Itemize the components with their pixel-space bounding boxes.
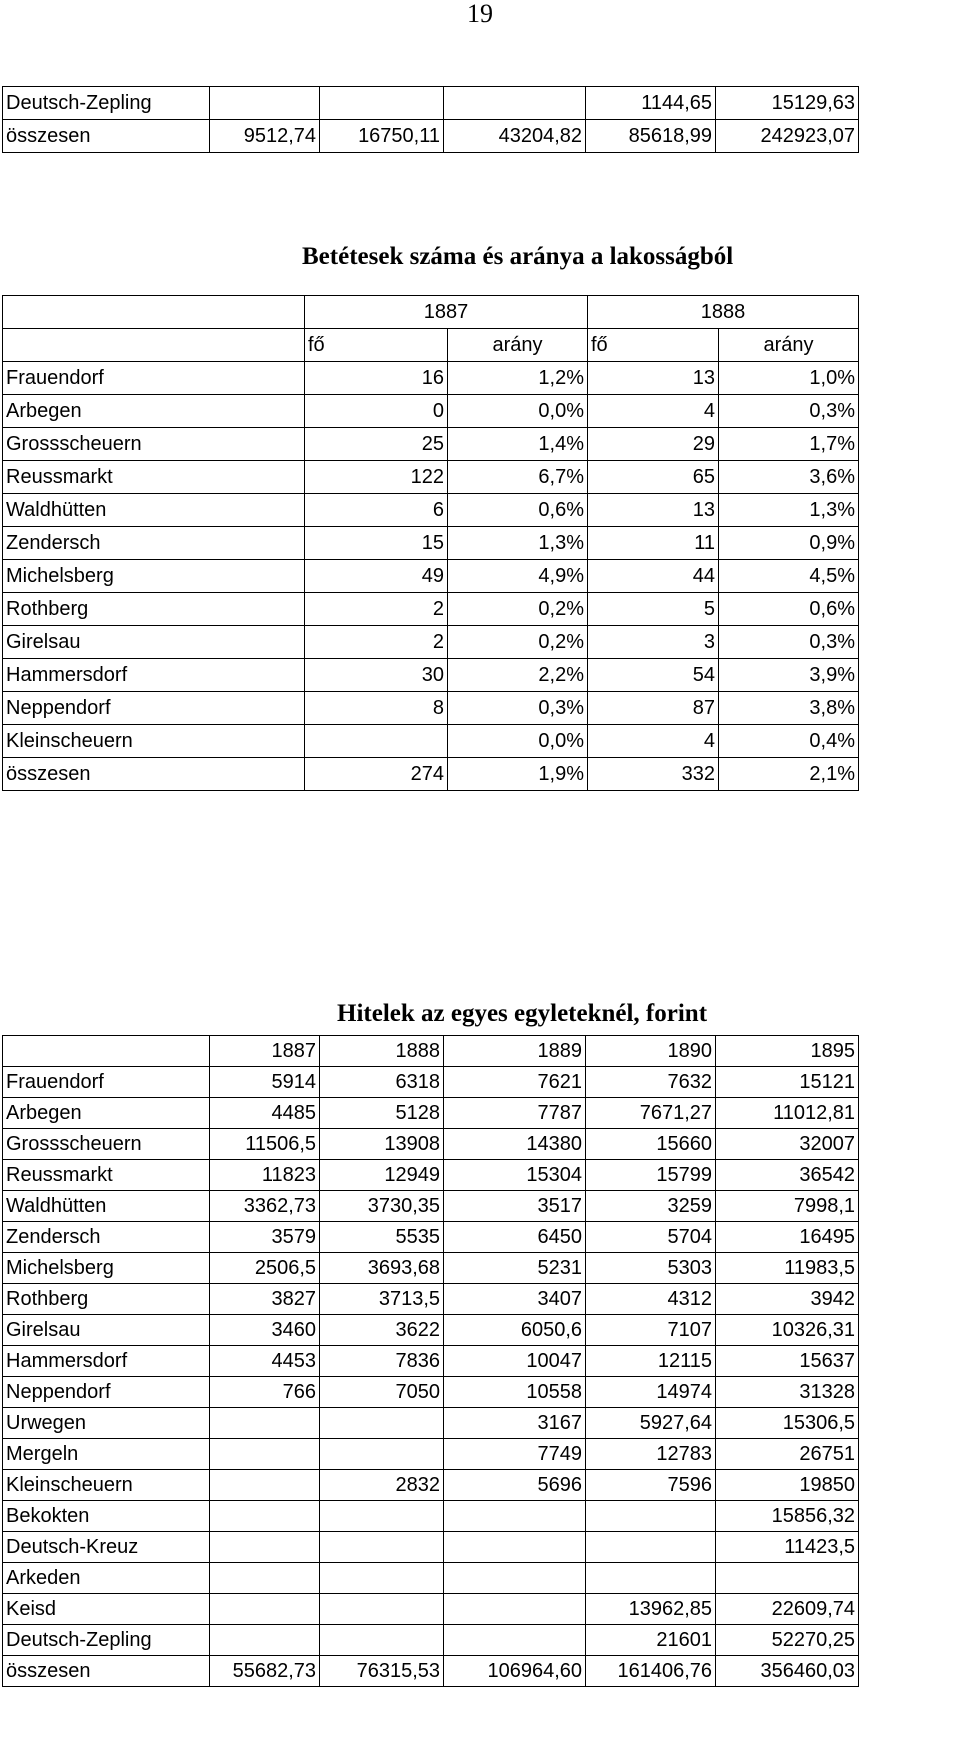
data-cell: 15 (305, 527, 448, 560)
data-cell: 0,3% (719, 626, 859, 659)
data-cell: 54 (588, 659, 719, 692)
data-cell: 9512,74 (210, 120, 320, 153)
year-header: 1887 (210, 1036, 320, 1067)
table-row (3, 1315, 859, 1346)
year-header: 1888 (320, 1036, 444, 1067)
row-label: Michelsberg (3, 1253, 210, 1284)
data-cell: 1,0% (719, 362, 859, 395)
loans-table-body (3, 1036, 859, 1687)
row-label: Hammersdorf (3, 1346, 210, 1377)
row-label: Deutsch-Zepling (3, 1625, 210, 1656)
data-cell: 10326,31 (716, 1315, 859, 1346)
data-cell (210, 1563, 320, 1594)
data-cell: 5704 (586, 1222, 716, 1253)
data-cell: 3 (588, 626, 719, 659)
data-cell: 44 (588, 560, 719, 593)
data-cell: 8 (305, 692, 448, 725)
data-cell: 3,8% (719, 692, 859, 725)
row-label: Reussmarkt (3, 1160, 210, 1191)
data-cell (716, 1563, 859, 1594)
row-label: Urwegen (3, 1408, 210, 1439)
top-table (2, 86, 859, 153)
data-cell: 1,3% (448, 527, 588, 560)
data-cell: 5303 (586, 1253, 716, 1284)
data-cell: 15799 (586, 1160, 716, 1191)
data-cell: 1,4% (448, 428, 588, 461)
data-cell: 11012,81 (716, 1098, 859, 1129)
data-cell: 36542 (716, 1160, 859, 1191)
data-cell: 5 (588, 593, 719, 626)
deposits-table-body (3, 296, 859, 791)
data-cell: 1,9% (448, 758, 588, 791)
data-cell: 4,5% (719, 560, 859, 593)
data-cell: 11423,5 (716, 1532, 859, 1563)
row-label: Reussmarkt (3, 461, 305, 494)
table-row (3, 461, 859, 494)
data-cell: 15121 (716, 1067, 859, 1098)
table-row (3, 120, 859, 153)
header-cell (3, 1036, 210, 1067)
data-cell (320, 1625, 444, 1656)
data-cell: 3622 (320, 1315, 444, 1346)
data-cell (210, 87, 320, 120)
data-cell: 11983,5 (716, 1253, 859, 1284)
table-row (3, 1594, 859, 1625)
row-label: Bekokten (3, 1501, 210, 1532)
year-header-1888: 1888 (588, 296, 859, 329)
table-row (3, 1563, 859, 1594)
data-cell (210, 1408, 320, 1439)
year-header: 1889 (444, 1036, 586, 1067)
data-cell: 0,2% (448, 593, 588, 626)
table-row (3, 1067, 859, 1098)
row-label: Rothberg (3, 593, 305, 626)
year-header: 1890 (586, 1036, 716, 1067)
data-cell: 4485 (210, 1098, 320, 1129)
data-cell: 10047 (444, 1346, 586, 1377)
data-cell (210, 1439, 320, 1470)
deposits-table (2, 295, 859, 791)
row-label: Grossscheuern (3, 1129, 210, 1160)
data-cell (586, 1563, 716, 1594)
data-cell: 10558 (444, 1377, 586, 1408)
data-cell: 65 (588, 461, 719, 494)
data-cell: 25 (305, 428, 448, 461)
table-row (3, 362, 859, 395)
table-row (3, 1625, 859, 1656)
data-cell: 5231 (444, 1253, 586, 1284)
table-row (3, 1346, 859, 1377)
data-cell: 122 (305, 461, 448, 494)
data-cell: 26751 (716, 1439, 859, 1470)
data-cell (444, 1532, 586, 1563)
row-label: Girelsau (3, 1315, 210, 1346)
data-cell: 1144,65 (586, 87, 716, 120)
data-cell: 3730,35 (320, 1191, 444, 1222)
table-row (3, 1532, 859, 1563)
data-cell: 6 (305, 494, 448, 527)
data-cell: 766 (210, 1377, 320, 1408)
row-label: Kleinscheuern (3, 1470, 210, 1501)
data-cell: 2,2% (448, 659, 588, 692)
data-cell: 5696 (444, 1470, 586, 1501)
data-cell: 7836 (320, 1346, 444, 1377)
data-cell: 55682,73 (210, 1656, 320, 1687)
data-cell: 356460,03 (716, 1656, 859, 1687)
row-label: Keisd (3, 1594, 210, 1625)
table-row (3, 1253, 859, 1284)
data-cell (444, 87, 586, 120)
data-cell: 3362,73 (210, 1191, 320, 1222)
data-cell: 2 (305, 593, 448, 626)
data-cell: 52270,25 (716, 1625, 859, 1656)
row-label: Mergeln (3, 1439, 210, 1470)
data-cell: 15856,32 (716, 1501, 859, 1532)
table-row (3, 1656, 859, 1687)
data-cell: 4 (588, 395, 719, 428)
row-label: Zendersch (3, 527, 305, 560)
data-cell (320, 87, 444, 120)
data-cell: 15129,63 (716, 87, 859, 120)
deposits-subheader-row (3, 329, 859, 362)
data-cell: 1,2% (448, 362, 588, 395)
table-row (3, 1222, 859, 1253)
data-cell: 30 (305, 659, 448, 692)
data-cell: 6450 (444, 1222, 586, 1253)
year-header-1887: 1887 (305, 296, 588, 329)
data-cell (210, 1470, 320, 1501)
data-cell: 5927,64 (586, 1408, 716, 1439)
data-cell: 0 (305, 395, 448, 428)
table-row (3, 395, 859, 428)
data-cell: 5914 (210, 1067, 320, 1098)
data-cell: 16 (305, 362, 448, 395)
data-cell: 32007 (716, 1129, 859, 1160)
data-cell: 1,3% (719, 494, 859, 527)
table-row (3, 560, 859, 593)
year-header: 1895 (716, 1036, 859, 1067)
row-label: Neppendorf (3, 1377, 210, 1408)
subheader-arany: arány (719, 329, 859, 362)
table-row (3, 1284, 859, 1315)
data-cell: 7632 (586, 1067, 716, 1098)
row-label: Grossscheuern (3, 428, 305, 461)
data-cell: 161406,76 (586, 1656, 716, 1687)
row-label: Michelsberg (3, 560, 305, 593)
data-cell (305, 725, 448, 758)
data-cell: 2832 (320, 1470, 444, 1501)
data-cell: 2 (305, 626, 448, 659)
row-label: Rothberg (3, 1284, 210, 1315)
subheader-fo: fő (588, 329, 719, 362)
data-cell: 6,7% (448, 461, 588, 494)
data-cell: 7671,27 (586, 1098, 716, 1129)
data-cell: 106964,60 (444, 1656, 586, 1687)
data-cell: 14380 (444, 1129, 586, 1160)
data-cell: 15306,5 (716, 1408, 859, 1439)
table-row (3, 494, 859, 527)
deposits-title: Betétesek száma és aránya a lakosságból (302, 243, 734, 270)
data-cell (444, 1594, 586, 1625)
data-cell: 4 (588, 725, 719, 758)
data-cell: 13962,85 (586, 1594, 716, 1625)
data-cell: 4312 (586, 1284, 716, 1315)
data-cell: 13 (588, 494, 719, 527)
row-label: Deutsch-Kreuz (3, 1532, 210, 1563)
table-row (3, 527, 859, 560)
data-cell: 7787 (444, 1098, 586, 1129)
data-cell: 6050,6 (444, 1315, 586, 1346)
data-cell: 3259 (586, 1191, 716, 1222)
data-cell: 0,4% (719, 725, 859, 758)
data-cell (444, 1625, 586, 1656)
loans-table (2, 1035, 859, 1687)
data-cell: 2506,5 (210, 1253, 320, 1284)
table-row (3, 725, 859, 758)
table-row (3, 1191, 859, 1222)
data-cell: 0,9% (719, 527, 859, 560)
data-cell: 0,3% (448, 692, 588, 725)
row-label: Girelsau (3, 626, 305, 659)
row-label: Neppendorf (3, 692, 305, 725)
table-row (3, 692, 859, 725)
table-row (3, 1098, 859, 1129)
deposits-year-row (3, 296, 859, 329)
table-row (3, 1160, 859, 1191)
data-cell: 7050 (320, 1377, 444, 1408)
row-label: Arbegen (3, 395, 305, 428)
data-cell: 5535 (320, 1222, 444, 1253)
data-cell (210, 1625, 320, 1656)
data-cell: 87 (588, 692, 719, 725)
table-row (3, 1377, 859, 1408)
data-cell: 14974 (586, 1377, 716, 1408)
row-label: Frauendorf (3, 362, 305, 395)
data-cell: 15304 (444, 1160, 586, 1191)
data-cell (320, 1532, 444, 1563)
table-row (3, 758, 859, 791)
data-cell: 3407 (444, 1284, 586, 1315)
row-label: Deutsch-Zepling (3, 87, 210, 120)
row-label: összesen (3, 758, 305, 791)
data-cell: 16750,11 (320, 120, 444, 153)
data-cell: 7107 (586, 1315, 716, 1346)
subheader-fo: fő (305, 329, 448, 362)
data-cell: 12115 (586, 1346, 716, 1377)
data-cell: 12949 (320, 1160, 444, 1191)
data-cell (210, 1532, 320, 1563)
data-cell: 3713,5 (320, 1284, 444, 1315)
data-cell: 15660 (586, 1129, 716, 1160)
data-cell: 29 (588, 428, 719, 461)
data-cell: 3517 (444, 1191, 586, 1222)
data-cell (320, 1439, 444, 1470)
data-cell: 0,0% (448, 725, 588, 758)
row-label: Frauendorf (3, 1067, 210, 1098)
data-cell: 11823 (210, 1160, 320, 1191)
row-label: Waldhütten (3, 1191, 210, 1222)
data-cell: 7749 (444, 1439, 586, 1470)
data-cell: 12783 (586, 1439, 716, 1470)
data-cell (586, 1501, 716, 1532)
data-cell (210, 1501, 320, 1532)
table-row (3, 87, 859, 120)
row-label: Kleinscheuern (3, 725, 305, 758)
data-cell: 11 (588, 527, 719, 560)
data-cell: 11506,5 (210, 1129, 320, 1160)
data-cell: 0,2% (448, 626, 588, 659)
row-label: Zendersch (3, 1222, 210, 1253)
data-cell: 19850 (716, 1470, 859, 1501)
data-cell (444, 1501, 586, 1532)
loans-year-row (3, 1036, 859, 1067)
data-cell: 0,6% (719, 593, 859, 626)
data-cell: 4,9% (448, 560, 588, 593)
table-row (3, 626, 859, 659)
table-row (3, 428, 859, 461)
data-cell: 274 (305, 758, 448, 791)
top-table-body (3, 87, 859, 153)
data-cell (444, 1563, 586, 1594)
table-row (3, 1470, 859, 1501)
loans-title: Hitelek az egyes egyleteknél, forint (337, 1000, 708, 1027)
data-cell: 2,1% (719, 758, 859, 791)
row-label: Hammersdorf (3, 659, 305, 692)
data-cell: 16495 (716, 1222, 859, 1253)
data-cell: 13908 (320, 1129, 444, 1160)
data-cell: 0,3% (719, 395, 859, 428)
page-number: 19 (467, 0, 493, 28)
header-cell (3, 329, 305, 362)
data-cell (210, 1594, 320, 1625)
row-label: összesen (3, 1656, 210, 1687)
data-cell: 242923,07 (716, 120, 859, 153)
data-cell: 13 (588, 362, 719, 395)
header-cell (3, 296, 305, 329)
data-cell: 4453 (210, 1346, 320, 1377)
subheader-arany: arány (448, 329, 588, 362)
data-cell (320, 1408, 444, 1439)
table-row (3, 1408, 859, 1439)
table-row (3, 1501, 859, 1532)
data-cell: 3167 (444, 1408, 586, 1439)
data-cell: 22609,74 (716, 1594, 859, 1625)
table-row (3, 593, 859, 626)
data-cell: 3942 (716, 1284, 859, 1315)
row-label: Waldhütten (3, 494, 305, 527)
data-cell (586, 1532, 716, 1563)
data-cell: 332 (588, 758, 719, 791)
data-cell: 3,6% (719, 461, 859, 494)
data-cell: 1,7% (719, 428, 859, 461)
data-cell: 3827 (210, 1284, 320, 1315)
data-cell: 43204,82 (444, 120, 586, 153)
data-cell (320, 1501, 444, 1532)
data-cell: 3,9% (719, 659, 859, 692)
data-cell: 76315,53 (320, 1656, 444, 1687)
data-cell: 7998,1 (716, 1191, 859, 1222)
data-cell (320, 1563, 444, 1594)
data-cell: 3693,68 (320, 1253, 444, 1284)
table-row (3, 1439, 859, 1470)
data-cell: 3460 (210, 1315, 320, 1346)
data-cell: 49 (305, 560, 448, 593)
data-cell: 7621 (444, 1067, 586, 1098)
table-row (3, 1129, 859, 1160)
row-label: Arbegen (3, 1098, 210, 1129)
data-cell: 15637 (716, 1346, 859, 1377)
data-cell: 3579 (210, 1222, 320, 1253)
data-cell: 5128 (320, 1098, 444, 1129)
data-cell: 0,0% (448, 395, 588, 428)
data-cell: 6318 (320, 1067, 444, 1098)
row-label: összesen (3, 120, 210, 153)
data-cell: 85618,99 (586, 120, 716, 153)
data-cell: 7596 (586, 1470, 716, 1501)
row-label: Arkeden (3, 1563, 210, 1594)
data-cell: 31328 (716, 1377, 859, 1408)
data-cell: 21601 (586, 1625, 716, 1656)
table-row (3, 659, 859, 692)
data-cell: 0,6% (448, 494, 588, 527)
data-cell (320, 1594, 444, 1625)
